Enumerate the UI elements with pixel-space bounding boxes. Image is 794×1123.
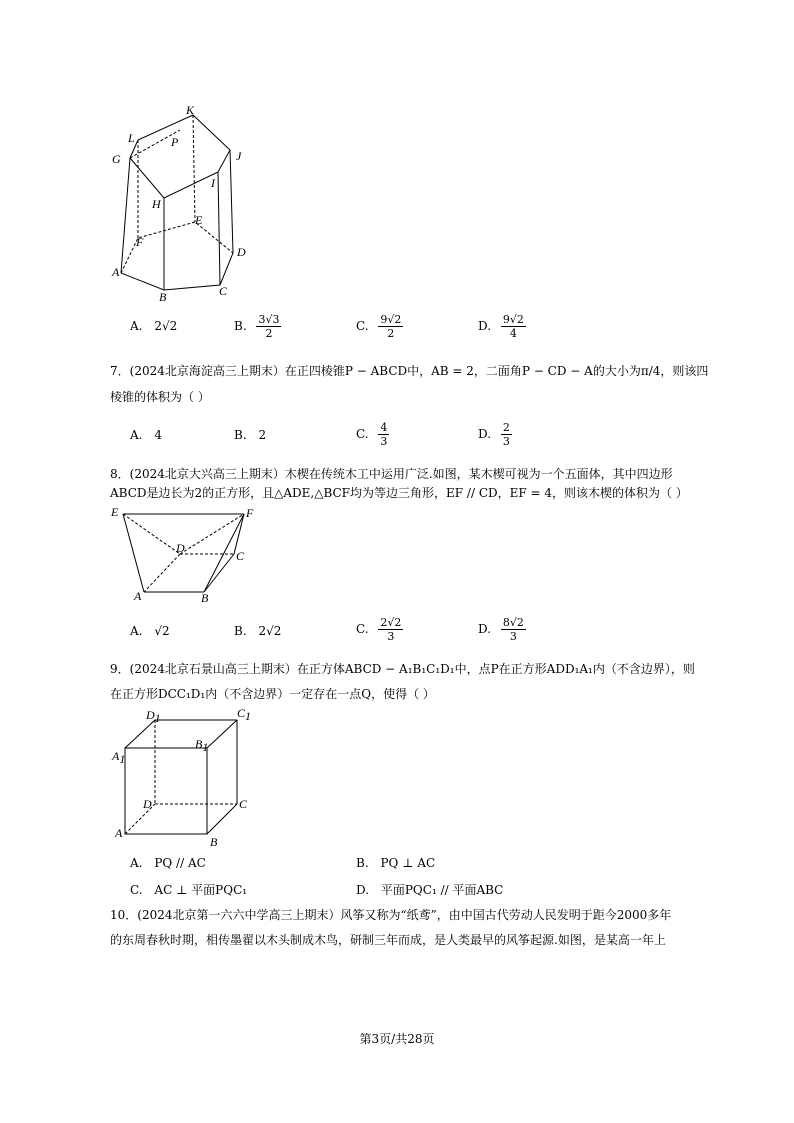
- option-letter: B.: [234, 428, 247, 442]
- denominator: 2: [265, 327, 273, 340]
- label-b: B: [210, 835, 218, 848]
- denominator: 3: [387, 630, 395, 643]
- option-letter: C.: [356, 427, 369, 441]
- q6-option-a[interactable]: [130, 319, 177, 333]
- q8-stem-line2: ABCD是边长为2的正方形，且△ADE,△BCF均为等边三角形，EF // CD，EF = 4，则该木楔的体积为（ ）: [110, 486, 688, 500]
- option-letter: D.: [478, 622, 492, 636]
- option-value: 2: [258, 428, 267, 442]
- label-c: C: [219, 284, 228, 298]
- option-letter: B.: [356, 856, 369, 870]
- option-value: 2√2: [258, 624, 282, 638]
- q7-option-b[interactable]: [234, 428, 266, 442]
- option-letter: C.: [130, 883, 143, 897]
- q7-stem-line1: 7．(2024北京海淀高三上期末）在正四棱锥P − ABCD中，AB = 2，二面角P − CD − A的大小为π/4，则该四: [110, 364, 709, 378]
- q10-stem-line2: 的东周春秋时期，相传墨翟以木头制成木鸟，研制三年而成，是人类最早的风筝起源.如图，是某高一年上: [110, 933, 666, 947]
- option-letter: C.: [356, 319, 369, 333]
- q9-option-a[interactable]: [130, 856, 206, 870]
- q7-option-a[interactable]: [130, 428, 162, 442]
- label-b1: B1: [195, 737, 209, 754]
- q9-option-c[interactable]: [130, 881, 247, 898]
- label-d: D: [237, 245, 246, 259]
- q6-option-b[interactable]: [234, 313, 281, 340]
- label-a: A: [112, 265, 120, 279]
- option-value: 4: [154, 428, 162, 442]
- q8-stem-line1: 8．(2024北京大兴高三上期末）木楔在传统木工中运用广泛.如图，某木楔可视为一个五面体，其中四边形: [110, 467, 673, 481]
- q8-option-d[interactable]: [478, 616, 526, 643]
- option-value: AC ⊥ 平面PQC₁: [154, 883, 248, 897]
- denominator: 3: [509, 630, 517, 643]
- denominator: 3: [502, 435, 510, 448]
- option-letter: D.: [478, 427, 492, 441]
- option-value: PQ // AC: [154, 856, 206, 870]
- option-letter: D.: [356, 883, 370, 897]
- option-letter: D.: [478, 319, 492, 333]
- label-a: A: [115, 826, 123, 840]
- denominator: 4: [509, 327, 517, 340]
- label-j: J: [236, 149, 242, 163]
- label-e: E: [195, 213, 203, 227]
- q7-stem-line2: 棱锥的体积为（ ）: [110, 390, 210, 404]
- numerator: 4: [380, 421, 388, 434]
- option-letter: A.: [130, 624, 143, 638]
- label-k: K: [186, 103, 195, 117]
- numerator: 3√3: [258, 313, 280, 326]
- option-value: √2: [154, 624, 170, 638]
- option-value: PQ ⊥ AC: [380, 856, 436, 870]
- q9-stem-line1: 9．(2024北京石景山高三上期末）在正方体ABCD − A₁B₁C₁D₁中，点P在正方形ADD₁A₁内（不含边界），则: [110, 662, 695, 676]
- option-value: 2√2: [154, 319, 178, 333]
- option-letter: A.: [130, 856, 143, 870]
- label-c: C: [236, 549, 245, 563]
- q9-option-d[interactable]: [356, 881, 503, 898]
- label-c1: C1: [237, 706, 252, 723]
- q6-option-d[interactable]: [478, 313, 526, 340]
- prism-figure: [108, 100, 258, 305]
- q6-option-c[interactable]: [356, 313, 403, 340]
- label-b: B: [201, 591, 209, 605]
- numerator: 2√2: [380, 616, 402, 629]
- label-a1: A1: [112, 749, 126, 766]
- label-i: I: [211, 176, 215, 190]
- option-letter: B.: [234, 624, 247, 638]
- label-h: H: [152, 197, 161, 211]
- denominator: 2: [387, 327, 395, 340]
- cube-figure: [108, 706, 258, 848]
- label-d: D: [176, 541, 185, 555]
- q8-option-a[interactable]: [130, 624, 170, 638]
- numerator: 9√2: [502, 313, 524, 326]
- label-a: A: [134, 589, 142, 603]
- label-f: F: [246, 506, 254, 520]
- numerator: 2: [502, 421, 510, 434]
- option-letter: A.: [130, 428, 143, 442]
- q7-option-c[interactable]: [356, 421, 389, 448]
- numerator: 9√2: [380, 313, 402, 326]
- q7-option-d[interactable]: [478, 421, 512, 448]
- page-footer: 第3页/共28页: [359, 1032, 435, 1046]
- q9-option-b[interactable]: [356, 856, 435, 870]
- wedge-figure: [108, 502, 268, 607]
- label-e: E: [111, 505, 119, 519]
- q10-stem-line1: 10．(2024北京第一六六中学高三上期末）风筝又称为“纸鸢”，由中国古代劳动人民发明于距今2000多年: [110, 908, 672, 922]
- option-letter: A.: [130, 319, 143, 333]
- label-d: D: [143, 797, 152, 811]
- numerator: 8√2: [502, 616, 524, 629]
- label-b: B: [159, 290, 167, 304]
- label-p: P: [171, 135, 179, 149]
- label-f: F: [136, 235, 144, 249]
- option-letter: C.: [356, 622, 369, 636]
- denominator: 3: [380, 435, 388, 448]
- q9-stem-line2: 在正方形DCC₁D₁内（不含边界）一定存在一点Q，使得（ ）: [110, 687, 435, 701]
- q8-option-c[interactable]: [356, 616, 403, 643]
- label-c: C: [239, 797, 248, 811]
- q8-option-b[interactable]: [234, 624, 281, 638]
- option-letter: B.: [234, 319, 247, 333]
- label-l: L: [128, 131, 135, 145]
- label-g: G: [112, 152, 121, 166]
- option-value: 平面PQC₁ // 平面ABC: [380, 883, 504, 897]
- label-d1: D1: [146, 708, 161, 725]
